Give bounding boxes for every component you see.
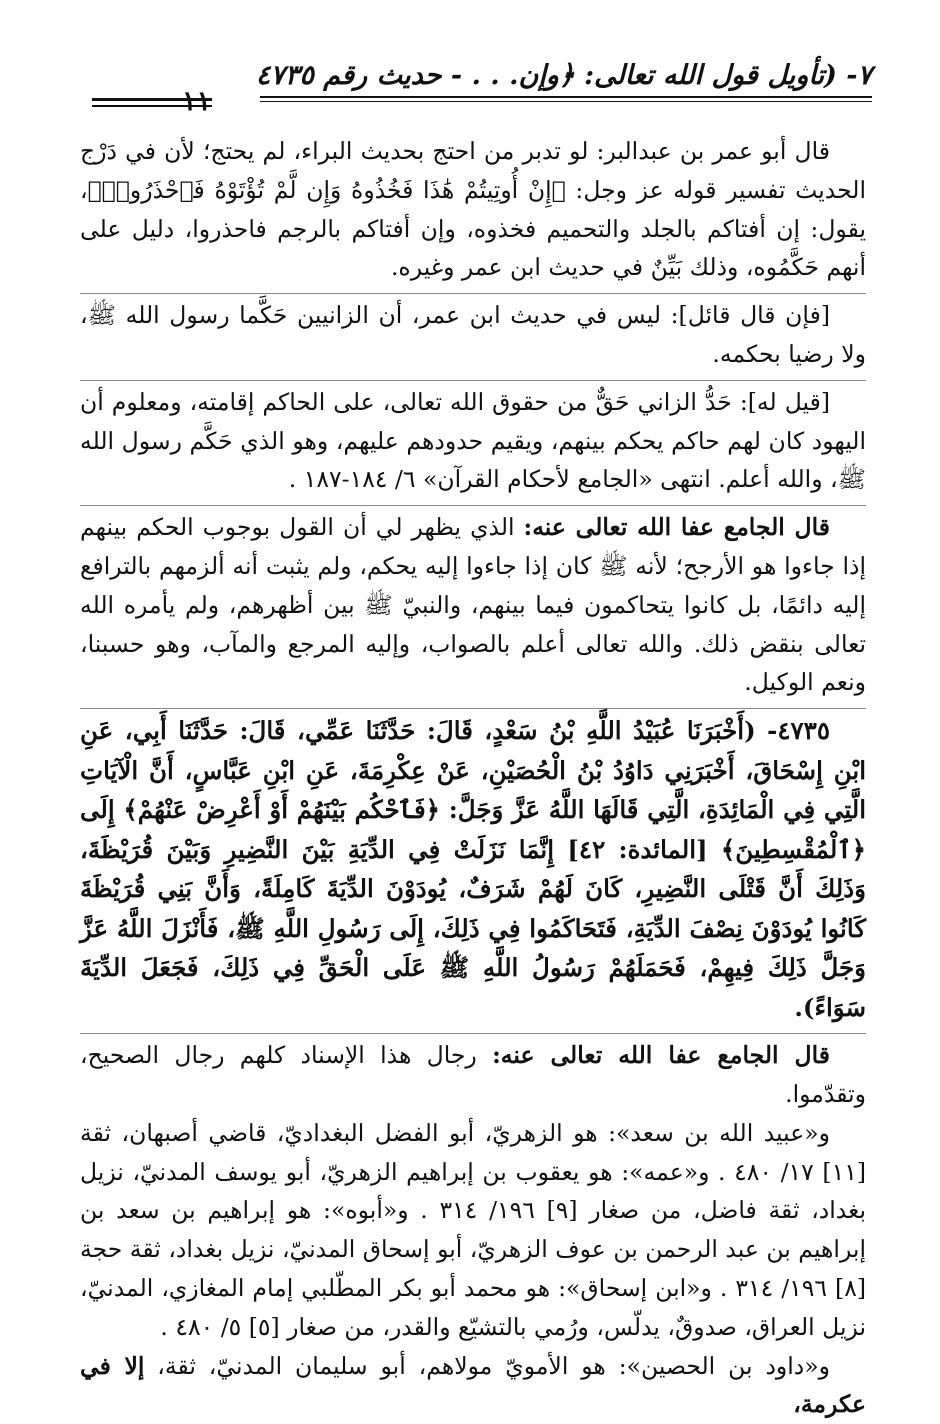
paragraph-lead: قال الجامع عفا الله تعالى عنه: xyxy=(523,513,830,542)
paragraph xyxy=(80,1114,866,1347)
paragraph-lead: قال الجامع عفا الله تعالى عنه: xyxy=(492,1041,830,1070)
hadith-text xyxy=(80,711,866,1027)
header-rule xyxy=(92,98,212,101)
paragraph-text: و«عبيد الله بن سعد»: هو الزهريّ، أبو الفضل البغداديّ، قاضي أصبهان، ثقة [١١] ١٧/ ٤٨٠ . و«عمه»: هو يعقوب بن إبراهيم الزهريّ، أبو يوسف المدنيّ، نزيل بغداد، ثقة فاضل، من صغار [٩] ١٩٦/ ٣١٤ . و«أبوه»: هو إبراهيم بن سعد بن إبراهيم بن عبد الرحمن بن عوف الزهريّ، أبو إسحاق المدنيّ، نزيل بغداد، ثقة حجة [٨] ١٩٦/ ٣١٤ . و«ابن إسحاق»: هو محمد أبو بكر المطّلبي إمام المغازي، المدنيّ، نزيل العراق، صدوقٌ، يدلّس، ورُمي بالتشيّع والقدر، من صغار [٥] ٥/ ٤٨٠ . xyxy=(80,1118,866,1341)
page-body xyxy=(80,132,866,1424)
paragraph xyxy=(80,296,866,374)
running-title: ٧- (تأويل قول الله تعالى: ﴿وإن. . . - حديث رقم ٤٧٣٥ xyxy=(255,60,872,91)
divider xyxy=(80,505,866,506)
divider xyxy=(80,380,866,381)
paragraph-text: و«داود بن الحصين»: هو الأمويّ مولاهم، أبو سليمان المدنيّ، ثقة، xyxy=(144,1351,830,1380)
divider xyxy=(80,293,866,294)
paragraph xyxy=(80,508,866,702)
divider xyxy=(80,1033,866,1034)
paragraph xyxy=(80,383,866,499)
paragraph-tail: إلا في عكرمة، xyxy=(80,1351,866,1419)
header-rule xyxy=(260,96,872,98)
paragraph xyxy=(80,1036,866,1114)
hadith-body: ٤٧٣٥- (أَخْبَرَنَا عُبَيْدُ اللَّهِ بْنُ سَعْدٍ، قَالَ: حَدَّثَنَا عَمِّي، قَالَ: حَدَّثَنَا أَبِي، عَنِ ابْنِ إِسْحَاقَ، أَخْبَرَنِي دَاوُدُ بْنُ الْحُصَيْنِ، عَنْ عِكْرِمَةَ، عَنِ ابْنِ عَبَّاسٍ، أَنَّ الْآيَاتِ الَّتِي فِي الْمَائِدَةِ، الَّتِي قَالَهَا اللَّهُ عَزَّ وَجَلَّ: ﴿فَٱحْكُم بَيْنَهُمْ أَوْ أَعْرِضْ عَنْهُمْ﴾ إِلَى ﴿ٱلْمُقْسِطِينَ﴾ [المائدة: ٤٢] إِنَّمَا نَزَلَتْ فِي الدِّيَةِ بَيْنَ النَّضِيرِ وَبَيْنَ قُرَيْظَةَ، وَذَلِكَ أَنَّ قَتْلَى النَّضِيرِ، كَانَ لَهُمْ شَرَفٌ، يُودَوْنَ الدِّيَةَ كَامِلَةً، وَأَنَّ بَنِي قُرَيْظَةَ كَانُوا يُودَوْنَ نِصْفَ الدِّيَةِ، فَتَحَاكَمُوا فِي ذَلِكَ، إِلَى رَسُولِ اللَّهِ ﷺ، فَأَنْزَلَ اللَّهُ عَزَّ وَجَلَّ ذَلِكَ فِيهِمْ، فَحَمَلَهُمْ رَسُولُ اللَّهِ ﷺ عَلَى الْحَقِّ فِي ذَلِكَ، فَجَعَلَ الدِّيَةَ سَوَاءً). xyxy=(80,716,866,1022)
header-rule xyxy=(92,105,212,107)
page-number: ١١ xyxy=(182,86,212,117)
divider xyxy=(80,708,866,709)
paragraph-text: الذي يظهر لي أن القول بوجوب الحكم بينهم إذا جاءوا هو الأرجح؛ لأنه ﷺ كان إذا جاءوا إليه يحكم، ولم يثبت أنه ألزمهم بالترافع إليه دائمًا، بل كانوا يتحاكمون فيما بينهم، والنبيّ ﷺ بين أظهرهم، ولم يأمره الله تعالى بنقض ذلك. والله تعالى أعلم بالصواب، وإليه المرجع والمآب، وهو حسبنا، ونعم الوكيل. xyxy=(80,513,866,697)
paragraph xyxy=(80,132,866,287)
page-header xyxy=(82,58,872,118)
paragraph-text: رجال هذا الإسناد كلهم رجال الصحيح، وتقدّموا. xyxy=(80,1041,866,1108)
paragraph xyxy=(80,1347,866,1424)
paragraph-text: [قيل له]: حَدُّ الزاني حَقٌّ من حقوق الله تعالى، على الحاكم إقامته، ومعلوم أن اليهود كان لهم حاكم يحكم بينهم، ويقيم حدودهم عليهم، وهو الذي حَكَّم رسول الله ﷺ، والله أعلم. انتهى «الجامع لأحكام القرآن» ٦/ ١٨٤-١٨٧ . xyxy=(80,387,866,494)
header-rule xyxy=(260,101,872,102)
paragraph-text: [فإن قال قائل]: ليس في حديث ابن عمر، أن الزانيين حَكَّما رسول الله ﷺ، ولا رضيا بحكمه. xyxy=(80,301,866,368)
paragraph-text: قال أبو عمر بن عبدالبر: لو تدبر من احتج بحديث البراء، لم يحتج؛ لأن في دَرْج الحديث تفسير قوله عز وجل: ﴿إِنْ أُوتِيتُمْ هَٰذَا فَخُذُوهُ وَإِن لَّمْ تُؤْتَوْهُ فَٱحْذَرُوا۟﴾، يقول: إن أفتاكم بالجلد والتحميم فخذوه، وإن أفتاكم بالرجم فاحذروا، دليل على أنهم حَكَّمُوه، وذلك بَيِّنٌ في حديث ابن عمر وغيره. xyxy=(80,137,866,282)
